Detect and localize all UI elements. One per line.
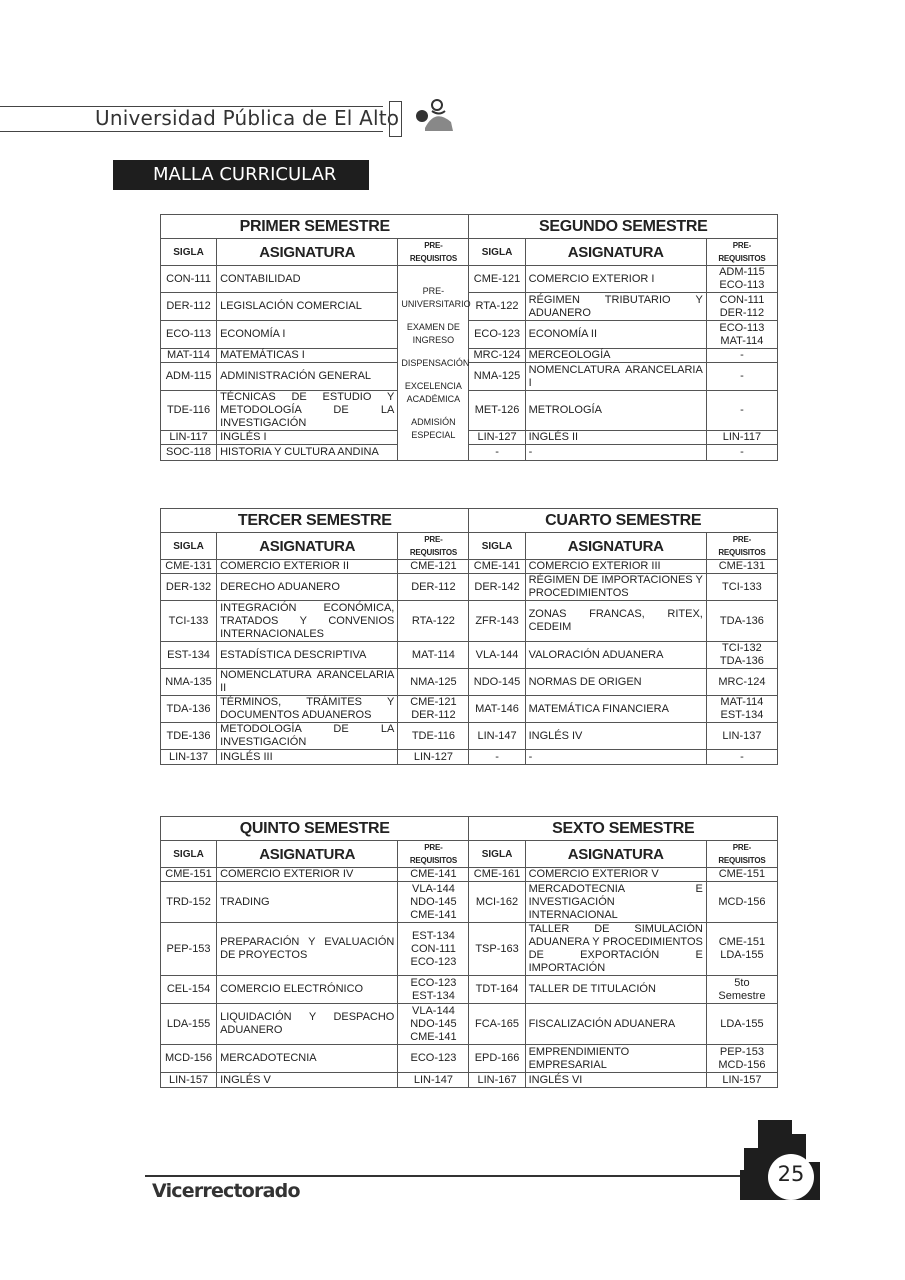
left-asignatura: TRADING (217, 882, 398, 923)
left-asignatura: COMERCIO EXTERIOR II (217, 560, 398, 574)
left-asignatura: COMERCIO EXTERIOR IV (217, 868, 398, 882)
right-prereq: - (706, 349, 777, 363)
table-row (161, 266, 778, 293)
left-prereq: CME-121 DER-112 (398, 696, 469, 723)
right-asignatura: INGLÉS II (525, 431, 706, 445)
right-prereq: CME-131 (706, 560, 777, 574)
right-prereq: - (706, 750, 777, 765)
right-prereq: MRC-124 (706, 669, 777, 696)
right-prereq: TCI-133 (706, 574, 777, 601)
prereq-admission-note (398, 266, 469, 461)
page-number: 25 (777, 1162, 805, 1186)
right-asignatura: COMERCIO EXTERIOR III (525, 560, 706, 574)
right-prereq: LIN-137 (706, 723, 777, 750)
right-asignatura: TALLER DE SIMULACIÓN ADUANERA Y PROCEDIMIENTOS DE EXPORTACIÓN E IMPORTACIÓN (525, 923, 706, 976)
right-asignatura: NOMENCLATURA ARANCELARIA I (525, 363, 706, 391)
left-asignatura: LEGISLACIÓN COMERCIAL (217, 293, 398, 321)
right-asignatura: FISCALIZACIÓN ADUANERA (525, 1004, 706, 1045)
left-sigla: LIN-117 (161, 431, 217, 445)
right-sigla: DER-142 (469, 574, 525, 601)
university-title: Universidad Pública de El Alto (95, 106, 400, 130)
right-asignatura: NORMAS DE ORIGEN (525, 669, 706, 696)
left-prereq: ECO-123 EST-134 (398, 976, 469, 1004)
right-sigla: VLA-144 (469, 642, 525, 669)
left-asignatura: ADMINISTRACIÓN GENERAL (217, 363, 398, 391)
page-corner-shape-icon (740, 1120, 820, 1200)
right-sigla: EPD-166 (469, 1045, 525, 1073)
table-row (161, 363, 778, 391)
right-sigla: MAT-146 (469, 696, 525, 723)
table-row (161, 1073, 778, 1088)
table-row (161, 750, 778, 765)
right-sigla: LIN-127 (469, 431, 525, 445)
semester-title: QUINTO SEMESTRE (161, 817, 469, 841)
right-prereq: MCD-156 (706, 882, 777, 923)
right-prereq: ADM-115 ECO-113 (706, 266, 777, 293)
left-asignatura: TÉRMINOS, TRÁMITES Y DOCUMENTOS ADUANEROS (217, 696, 398, 723)
left-prereq: TDE-116 (398, 723, 469, 750)
table-row (161, 696, 778, 723)
table-row (161, 723, 778, 750)
col-header-sigla: SIGLA (469, 239, 525, 266)
table-row (161, 349, 778, 363)
right-sigla: CME-141 (469, 560, 525, 574)
right-sigla: FCA-165 (469, 1004, 525, 1045)
right-asignatura: MATEMÁTICA FINANCIERA (525, 696, 706, 723)
table-row (161, 868, 778, 882)
left-asignatura: MERCADOTECNIA (217, 1045, 398, 1073)
left-sigla: MCD-156 (161, 1045, 217, 1073)
right-sigla: TDT-164 (469, 976, 525, 1004)
semester-title: TERCER SEMESTRE (161, 509, 469, 533)
semester-title: SEGUNDO SEMESTRE (469, 215, 778, 239)
admission-mode: EXCELENCIA ACADÉMICA (404, 380, 462, 404)
semester-title: CUARTO SEMESTRE (469, 509, 778, 533)
right-asignatura: TALLER DE TITULACIÓN (525, 976, 706, 1004)
left-asignatura: DERECHO ADUANERO (217, 574, 398, 601)
left-sigla: NMA-135 (161, 669, 217, 696)
right-asignatura: MERCADOTECNIA E INVESTIGACIÓN INTERNACIONAL (525, 882, 706, 923)
semester-table-3-4 (160, 508, 778, 765)
footer-brand: Vicerrectorado (152, 1180, 300, 1202)
left-asignatura: METODOLOGÍA DE LA INVESTIGACIÓN (217, 723, 398, 750)
col-header-sigla: SIGLA (161, 841, 217, 868)
col-header-sigla: SIGLA (469, 533, 525, 560)
left-asignatura: CONTABILIDAD (217, 266, 398, 293)
left-asignatura: INGLÉS I (217, 431, 398, 445)
semester-table-1-2 (160, 214, 778, 461)
left-sigla: CME-151 (161, 868, 217, 882)
left-sigla: ECO-113 (161, 321, 217, 349)
right-asignatura: VALORACIÓN ADUANERA (525, 642, 706, 669)
col-header-sigla: SIGLA (161, 533, 217, 560)
right-asignatura: MERCEOLOGÍA (525, 349, 706, 363)
col-header-prereq: PRE-REQUISITOS (706, 841, 777, 868)
left-sigla: PEP-153 (161, 923, 217, 976)
right-sigla: CME-121 (469, 266, 525, 293)
col-header-asignatura: ASIGNATURA (217, 533, 398, 560)
left-sigla: CEL-154 (161, 976, 217, 1004)
table-row (161, 976, 778, 1004)
left-sigla: EST-134 (161, 642, 217, 669)
col-header-asignatura: ASIGNATURA (525, 841, 706, 868)
left-prereq: EST-134 CON-111 ECO-123 (398, 923, 469, 976)
right-asignatura: INGLÉS IV (525, 723, 706, 750)
col-header-sigla: SIGLA (161, 239, 217, 266)
left-asignatura: TÉCNICAS DE ESTUDIO Y METODOLOGÍA DE LA INVESTIGACIÓN (217, 391, 398, 431)
table-row (161, 669, 778, 696)
left-sigla: TDE-116 (161, 391, 217, 431)
left-prereq: NMA-125 (398, 669, 469, 696)
left-asignatura: INTEGRACIÓN ECONÓMICA, TRATADOS Y CONVENIOS INTERNACIONALES (217, 601, 398, 642)
admission-mode: ADMISIÓN ESPECIAL (411, 416, 456, 440)
left-asignatura: ESTADÍSTICA DESCRIPTIVA (217, 642, 398, 669)
left-asignatura: HISTORIA Y CULTURA ANDINA (217, 445, 398, 461)
right-asignatura: RÉGIMEN TRIBUTARIO Y ADUANERO (525, 293, 706, 321)
table-row (161, 601, 778, 642)
right-sigla: MCI-162 (469, 882, 525, 923)
right-sigla: NDO-145 (469, 669, 525, 696)
right-prereq: CME-151 (706, 868, 777, 882)
table-row (161, 923, 778, 976)
admission-mode: PRE-UNIVERSITARIO (401, 285, 471, 309)
left-sigla: CME-131 (161, 560, 217, 574)
col-header-asignatura: ASIGNATURA (217, 239, 398, 266)
right-asignatura: - (525, 750, 706, 765)
right-sigla: MET-126 (469, 391, 525, 431)
left-sigla: TCI-133 (161, 601, 217, 642)
left-asignatura: PREPARACIÓN Y EVALUACIÓN DE PROYECTOS (217, 923, 398, 976)
right-sigla: LIN-167 (469, 1073, 525, 1088)
right-asignatura: INGLÉS VI (525, 1073, 706, 1088)
right-sigla: ECO-123 (469, 321, 525, 349)
table-row (161, 391, 778, 431)
left-asignatura: ECONOMÍA I (217, 321, 398, 349)
col-header-prereq: PRE-REQUISITOS (398, 239, 469, 266)
left-sigla: TDE-136 (161, 723, 217, 750)
left-sigla: TRD-152 (161, 882, 217, 923)
left-prereq: VLA-144 NDO-145 CME-141 (398, 882, 469, 923)
right-sigla: MRC-124 (469, 349, 525, 363)
right-sigla: ZFR-143 (469, 601, 525, 642)
left-sigla: MAT-114 (161, 349, 217, 363)
left-sigla: TDA-136 (161, 696, 217, 723)
left-sigla: DER-112 (161, 293, 217, 321)
left-sigla: DER-132 (161, 574, 217, 601)
table-row (161, 642, 778, 669)
right-prereq: 5to Semestre (706, 976, 777, 1004)
left-prereq: LIN-127 (398, 750, 469, 765)
right-sigla: TSP-163 (469, 923, 525, 976)
left-prereq: ECO-123 (398, 1045, 469, 1073)
right-prereq: LIN-117 (706, 431, 777, 445)
right-sigla: CME-161 (469, 868, 525, 882)
right-prereq: - (706, 391, 777, 431)
col-header-prereq: PRE-REQUISITOS (706, 533, 777, 560)
right-asignatura: ECONOMÍA II (525, 321, 706, 349)
col-header-asignatura: ASIGNATURA (525, 239, 706, 266)
right-prereq: ECO-113 MAT-114 (706, 321, 777, 349)
semester-title: PRIMER SEMESTRE (161, 215, 469, 239)
right-prereq: - (706, 363, 777, 391)
table-row (161, 560, 778, 574)
right-asignatura: COMERCIO EXTERIOR I (525, 266, 706, 293)
left-prereq: RTA-122 (398, 601, 469, 642)
col-header-prereq: PRE-REQUISITOS (398, 533, 469, 560)
admission-mode: DISPENSACIÓN (401, 357, 470, 368)
right-asignatura: RÉGIMEN DE IMPORTACIONES Y PROCEDIMIENTOS (525, 574, 706, 601)
university-logo-icon (405, 96, 455, 136)
right-prereq: CON-111 DER-112 (706, 293, 777, 321)
left-prereq: DER-112 (398, 574, 469, 601)
col-header-prereq: PRE-REQUISITOS (398, 841, 469, 868)
right-sigla: LIN-147 (469, 723, 525, 750)
right-asignatura: - (525, 445, 706, 461)
table-row (161, 1004, 778, 1045)
semester-title: SEXTO SEMESTRE (469, 817, 778, 841)
left-asignatura: COMERCIO ELECTRÓNICO (217, 976, 398, 1004)
right-sigla: - (469, 445, 525, 461)
right-prereq: PEP-153 MCD-156 (706, 1045, 777, 1073)
col-header-asignatura: ASIGNATURA (525, 533, 706, 560)
left-prereq: MAT-114 (398, 642, 469, 669)
left-sigla: LIN-157 (161, 1073, 217, 1088)
left-prereq: CME-121 (398, 560, 469, 574)
right-prereq: MAT-114 EST-134 (706, 696, 777, 723)
right-asignatura: COMERCIO EXTERIOR V (525, 868, 706, 882)
right-sigla: - (469, 750, 525, 765)
table-row (161, 321, 778, 349)
left-asignatura: INGLÉS III (217, 750, 398, 765)
right-asignatura: EMPRENDIMIENTO EMPRESARIAL (525, 1045, 706, 1073)
semester-table-5-6 (160, 816, 778, 1088)
left-prereq: VLA-144 NDO-145 CME-141 (398, 1004, 469, 1045)
left-prereq: LIN-147 (398, 1073, 469, 1088)
left-asignatura: LIQUIDACIÓN Y DESPACHO ADUANERO (217, 1004, 398, 1045)
table-row (161, 445, 778, 461)
left-sigla: SOC-118 (161, 445, 217, 461)
right-prereq: LDA-155 (706, 1004, 777, 1045)
right-prereq: TCI-132 TDA-136 (706, 642, 777, 669)
section-banner: MALLA CURRICULAR (113, 160, 369, 190)
col-header-sigla: SIGLA (469, 841, 525, 868)
right-asignatura: ZONAS FRANCAS, RITEX, CEDEIM (525, 601, 706, 642)
left-sigla: ADM-115 (161, 363, 217, 391)
table-row (161, 431, 778, 445)
col-header-prereq: PRE-REQUISITOS (706, 239, 777, 266)
col-header-asignatura: ASIGNATURA (217, 841, 398, 868)
right-prereq: CME-151 LDA-155 (706, 923, 777, 976)
right-asignatura: METROLOGÍA (525, 391, 706, 431)
left-sigla: LIN-137 (161, 750, 217, 765)
left-prereq: CME-141 (398, 868, 469, 882)
footer-rule (145, 1175, 740, 1177)
right-prereq: TDA-136 (706, 601, 777, 642)
right-sigla: RTA-122 (469, 293, 525, 321)
table-row (161, 882, 778, 923)
admission-mode: EXAMEN DE INGRESO (406, 321, 460, 345)
left-asignatura: INGLÉS V (217, 1073, 398, 1088)
right-sigla: NMA-125 (469, 363, 525, 391)
header-bracket (389, 101, 402, 137)
table-row (161, 1045, 778, 1073)
right-prereq: - (706, 445, 777, 461)
left-sigla: LDA-155 (161, 1004, 217, 1045)
table-row (161, 574, 778, 601)
left-asignatura: NOMENCLATURA ARANCELARIA II (217, 669, 398, 696)
left-sigla: CON-111 (161, 266, 217, 293)
left-asignatura: MATEMÁTICAS I (217, 349, 398, 363)
right-prereq: LIN-157 (706, 1073, 777, 1088)
